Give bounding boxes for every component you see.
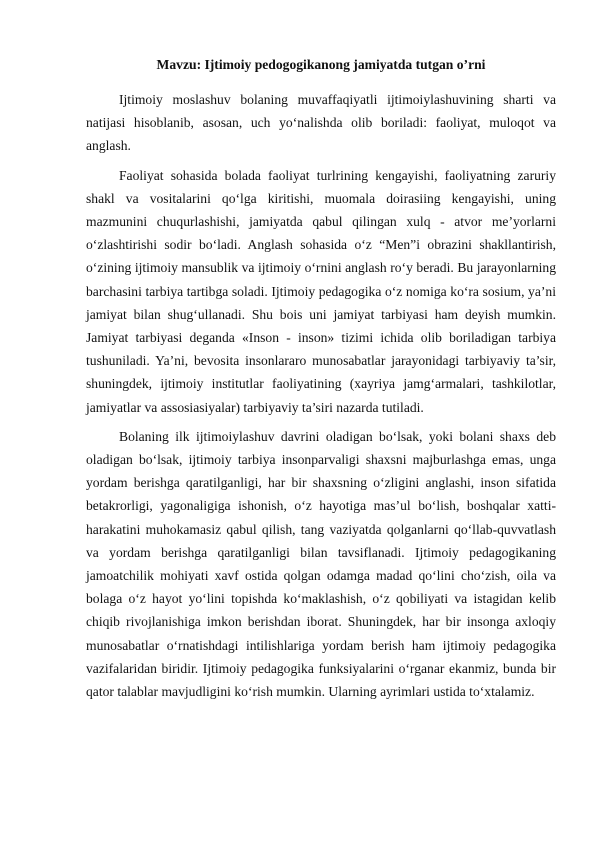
document-title: Mavzu: Ijtimoiy pedogogikanong jamiyatda tutgan o’rni [156,57,486,72]
paragraph-1: Ijtimoiy moslashuv bolaning muvaffaqiyatli ijtimoiylashuvining sharti va natijasi hisoblanib, asosan, uch yo‘nalishda olib boriladi: faoliyat, muloqot va anglash. [86,92,556,154]
paragraph-3: Bolaning ilk ijtimoiylashuv davrini oladigan bo‘lsak, yoki bolani shaxs deb oladigan bo‘lsak, ijtimoiy tarbiya insonparvaligi shaxsni majburlashga emas, unga yordam berishga qaratilganligi, har bir shaxsning o‘zligini anglashi, inson sifatida betakrorligi, yagonaligiga ishonish, o‘z hayotiga mas’ul bo‘lish, boshqalar xatti-harakatini muhokamasiz qabul qilish, tang vaziyatda qolganlarni qo‘llab-quvvatlash va yordam berishga qaratilganligi bilan tavsiflanadi. Ijtimoiy pedagogikaning jamoatchilik mohiyati xavf ostida qolgan odamga madad qo‘lini cho‘zish, oila va bolaga o‘z hayot yo‘lini topishda ko‘maklashish, o‘z qobiliyati va istagidan kelib chiqib rivojlanishiga imkon berishdan iborat. Shuningdek, har bir insonga axloqiy munosabatlar o‘rnatishdagi intilishlariga yordam berish ham ijtimoiy pedagogika vazifalaridan biridir. Ijtimoiy pedagogika funksiyalarini o‘rganar ekanmiz, bunda bir qator talablar mavjudligini ko‘rish mumkin. Ularning ayrimlari ustida to‘xtalamiz. [86,428,556,700]
document-page [86,52,556,709]
paragraph-2: Faoliyat sohasida bolada faoliyat turlrining kengayishi, faoliyatning zaruriy shakl va vositalarini qo‘lga kiritishi, muomala doirasiing kengayishi, uning mazmunini chuqurlashishi, jamiyatda qabul qilingan xulq - atvor me’yorlarni o‘zlashtirishi sodir bo‘ladi. Anglash sohasida o‘z “Men”i obrazini shakllantirish, o‘zining ijtimoiy mansublik va ijtimoiy o‘rnini anglash ro‘y beradi. Bu jarayonlarning barchasini tarbiya tartibga soladi. Ijtimoiy pedagogika o‘z nomiga ko‘ra sosium, ya’ni jamiyat bilan shug‘ullanadi. Shu bois uni jamiyat tarbiyasi ham deyish mumkin. Jamiyat tarbiyasi deganda «Inson - inson» tizimi ichida olib boriladigan tarbiya tushuniladi. Ya’ni, bevosita insonlararo munosabatlar jarayonidagi tarbiyaviy ta’sir, shuningdek, ijtimoiy institutlar faoliyatining (xayriya jamg‘armalari, tashkilotlar, jamiyatlar va assosiasiyalar) tarbiyaviy ta’siri nazarda tutiladi. [86,167,556,415]
